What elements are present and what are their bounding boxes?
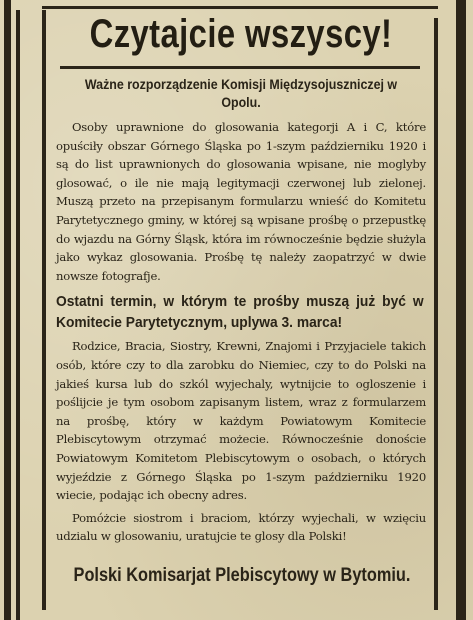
paragraph-voters: Osoby uprawnione do glosowania kategorji A i C, które opuściły obszar Górnego Śląska po 1-szym październiku 1920 i są do list uprawnionych do glosowania wpisane, nie moglyby glosować, o ile nie mają legitymacji czerwonej lub zielonej. Muszą przeto na przepisanym formularzu wnieść do Komitetu Parytetycznego gminy, w której są wpisane prośbę o przepustkę do wjazdu na Górny Śląsk, która im równocześnie będzie służyla jako wykaz glosowania. Prośbę tę należy zaopatrzyć w dwie nowsze fotografje. (56, 120, 426, 283)
left-inner-rule (16, 10, 20, 620)
column-left-rule (42, 10, 46, 610)
deadline-notice: Ostatni termin, w którym te prośby muszą już być w Komitecie Parytetycznym, uplywa 3. marca! (56, 293, 424, 332)
right-border-rule (456, 0, 466, 620)
subheadline: Ważne rozporządzenie Komisji Międzysojuszniczej w Opolu. (84, 77, 398, 110)
paragraph-appeal: Pomóżcie siostrom i braciom, którzy wyjechali, w wzięciu udzialu w glosowaniu, uratujcie te glosy dla Polski! (56, 510, 426, 544)
headline: Czytajcie wszyscy! (89, 12, 393, 56)
column-right-rule (434, 18, 438, 610)
left-border-rule (4, 0, 11, 620)
announcement-column (56, 8, 426, 546)
signature-line: Polski Komisarjat Plebiscytowy w Bytomiu. (73, 565, 411, 586)
paragraph-relatives: Rodzice, Bracia, Siostry, Krewni, Znajomi i Przyjaciele takich osób, które czy to dla zarobku do Niemiec, czy to do Polski na jakieś kursa lub do szkól wyjechaly, wytnijcie to ogloszenie i poślijcie je tym osobom zapisanym listem, wraz z formularzem na prośbę, który w każdym Powiatowym Komitecie Plebiscytowym otrzymać możecie. Równocześnie donoście Powiatowym Komitetom Plebiscytowym o osobach, o których wyjeździe z Górnego Śląska po 1-szym październiku 1920 wiecie, podając ich obecny adres. (56, 339, 426, 503)
